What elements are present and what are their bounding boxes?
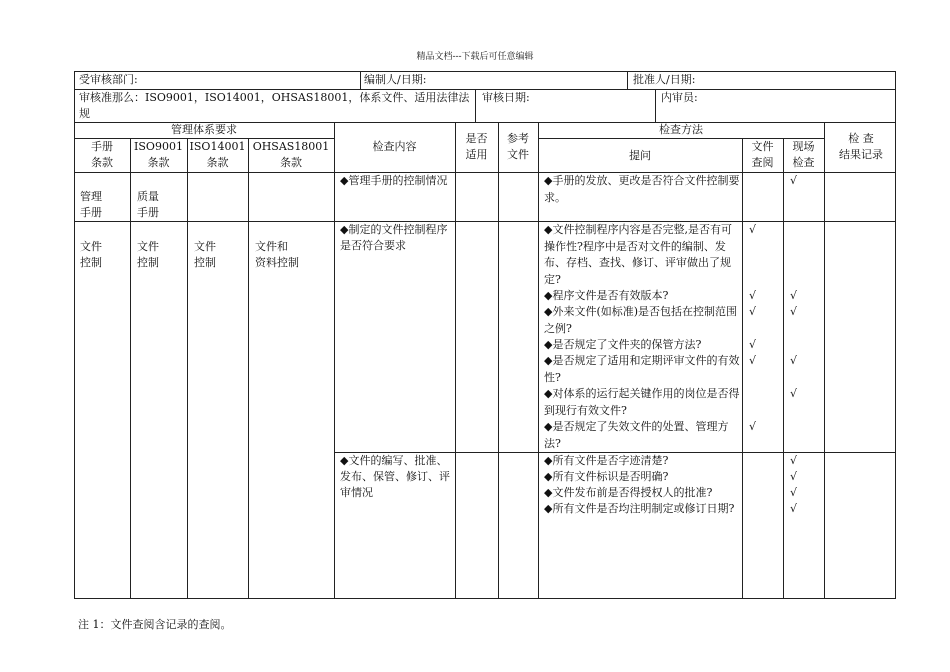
row3-q4-onsite-check: √	[790, 502, 798, 515]
mgmt-req-header: 管理体系要求	[171, 123, 237, 136]
ref-doc-header: 参考 文件	[507, 132, 529, 161]
row3-question-2: ◆所有文件标识是否明确?	[544, 470, 669, 483]
row2-question-1: ◆文件控制程序内容是否完整,是否有可操作性?程序中是否对文件的编制、发布、存档、查找、修订、评审做出了规定?	[544, 223, 732, 286]
row1-manual: 管理 手册	[80, 190, 102, 219]
onsite-check-header: 现场 检查	[792, 140, 815, 169]
row2-q4-doc-check: √	[749, 338, 757, 351]
ohsas-header: OHSAS18001 条款	[252, 140, 330, 169]
audit-criteria: 审核准那么：ISO9001，ISO14001，OHSAS18001，体系文件、适用法律法规	[79, 91, 470, 120]
row2-q6-onsite-check: √	[790, 387, 798, 400]
row2-ohsas: 文件和 资料控制	[255, 240, 299, 269]
row3-q3-onsite-check: √	[790, 486, 798, 499]
doc-review-header: 文件 查阅	[751, 140, 774, 169]
row2-iso9001: 文件 控制	[137, 240, 159, 269]
row2-question-5: ◆是否规定了适用和定期评审文件的有效性?	[544, 354, 740, 384]
manual-clause-header: 手册 条款	[91, 140, 113, 169]
footnote: 注 1：文件查阅含记录的查阅。	[78, 618, 232, 631]
row2-q2-onsite-check: √	[790, 289, 798, 302]
row1-iso9001: 质量 手册	[137, 190, 159, 219]
audited-dept-label: 受审核部门:	[79, 73, 138, 86]
iso14001-header: ISO14001 条款	[189, 140, 246, 169]
row3-q2-onsite-check: √	[790, 470, 798, 483]
row2-q1-doc-check: √	[749, 223, 757, 236]
auditor-label: 内审员:	[661, 91, 698, 104]
row2-manual: 文件 控制	[80, 240, 102, 269]
row2-iso14001: 文件 控制	[194, 240, 216, 269]
row1-onsite-check: √	[790, 174, 798, 187]
check-content-header: 检查内容	[372, 140, 417, 153]
row2-q2-doc-check: √	[749, 289, 757, 302]
row2-q3-doc-check: √	[749, 305, 757, 318]
row2-question-4: ◆是否规定了文件夹的保管方法?	[544, 338, 702, 351]
iso9001-header: ISO9001 条款	[134, 140, 183, 169]
row2-question-7: ◆是否规定了失效文件的处置、管理方法?	[544, 420, 729, 450]
row1-content: ◆管理手册的控制情况	[340, 174, 448, 187]
row2-question-3: ◆外来文件(如标准)是否包括在控制范围之例?	[544, 305, 738, 335]
row3-content: ◆文件的编写、批准、发布、保管、修订、评审情况	[340, 454, 450, 499]
audit-date-label: 审核日期:	[482, 91, 530, 104]
row1-question-1: ◆手册的发放、更改是否符合文件控制要求。	[544, 174, 740, 204]
header-note: 精品文档---下载后可任意编辑	[416, 52, 534, 62]
question-header: 提问	[629, 149, 651, 162]
row2-question-6: ◆对体系的运行起关键作用的岗位是否得到现行有效文件?	[544, 387, 740, 417]
row3-question-1: ◆所有文件是否字迹清楚?	[544, 454, 669, 467]
approver-label: 批准人/日期:	[633, 73, 696, 86]
applicable-header: 是否 适用	[465, 132, 488, 161]
row2-question-2: ◆程序文件是否有效版本?	[544, 289, 669, 302]
row2-content: ◆制定的文件控制程序是否符合要求	[340, 223, 448, 252]
preparer-label: 编制人/日期:	[364, 73, 427, 86]
row3-question-4: ◆所有文件是否均注明制定或修订日期?	[544, 502, 735, 515]
row3-question-3: ◆文件发布前是否得授权人的批准?	[544, 486, 713, 499]
check-method-header: 检查方法	[659, 123, 703, 136]
row2-q7-doc-check: √	[749, 420, 757, 433]
result-record-header: 检 查 结果记录	[839, 132, 883, 161]
row3-q1-onsite-check: √	[790, 454, 798, 467]
row2-q5-doc-check: √	[749, 354, 757, 367]
row2-q3-onsite-check: √	[790, 305, 798, 318]
row2-q5-onsite-check: √	[790, 354, 798, 367]
